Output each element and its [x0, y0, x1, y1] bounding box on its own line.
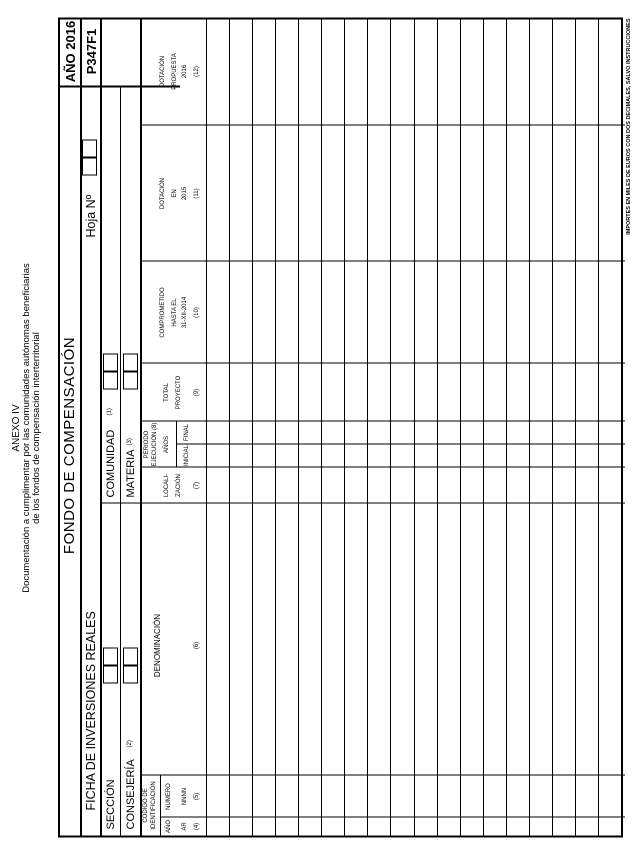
table-row[interactable] — [390, 20, 391, 836]
codigo-header-2: IDENTIFICACIÓN — [151, 781, 157, 830]
dotacion-en-ref: (11) — [194, 188, 200, 199]
dotacion-prop-header-3: 2016 — [182, 64, 188, 79]
annex-label: ANEXO IV — [11, 404, 22, 452]
consejeria-box-2[interactable] — [123, 648, 138, 666]
seccion-box-1[interactable] — [103, 666, 118, 684]
materia-box-2[interactable] — [123, 354, 138, 372]
table-row[interactable] — [298, 20, 299, 836]
dotacion-en-header-3: 2015 — [182, 186, 188, 201]
seccion-label: SECCIÓN — [105, 779, 117, 830]
form-code: P347F1 — [84, 28, 99, 75]
table-row[interactable] — [229, 20, 230, 836]
form-year: AÑO 2016 — [63, 20, 78, 83]
inicial-header: INICIAL — [184, 444, 190, 467]
table-row[interactable] — [598, 20, 599, 836]
ano-format: AR — [182, 822, 188, 831]
localizacion-header-1: LOCALI- — [164, 473, 170, 498]
anos-header: AÑOS — [164, 435, 170, 454]
final-header: FINAL — [184, 423, 190, 442]
total-header-1: TOTAL — [164, 383, 170, 402]
codigo-header-1: CODIGO DE — [143, 788, 149, 823]
form-sheet — [0, 1, 642, 856]
form-subtitle: FICHA DE INVERSIONES REALES — [84, 611, 98, 811]
sheet-number-box-1[interactable] — [82, 158, 97, 176]
numero-format: NNNN — [182, 787, 188, 806]
comunidad-box-1[interactable] — [103, 372, 118, 390]
ano-ref: (4) — [194, 822, 200, 831]
numero-header: NUMERO — [166, 783, 172, 810]
table-row[interactable] — [275, 20, 276, 836]
table-row[interactable] — [437, 20, 438, 836]
comprometido-ref: (10) — [194, 307, 200, 318]
header-line-1: Documentación a cumplimentar por las comunidades autónomas beneficiarias — [21, 263, 32, 593]
comunidad-box-2[interactable] — [103, 354, 118, 372]
comprometido-header-3: 31-XII-2014 — [182, 296, 188, 329]
ano-header: AÑO — [166, 819, 172, 834]
consejeria-box-1[interactable] — [123, 666, 138, 684]
table-row[interactable] — [483, 20, 484, 836]
table-row[interactable] — [506, 20, 507, 836]
denominacion-header: DENOMINACIÓN — [153, 613, 162, 678]
table-row[interactable] — [621, 20, 622, 836]
form-title: FONDO DE COMPENSACIÓN — [61, 336, 78, 555]
materia-label: MATERIA — [125, 449, 137, 498]
header-line-2: de los fondos de compensación interterritorial — [31, 332, 42, 524]
periodo-header-1: PERIODO — [144, 430, 150, 459]
table-row[interactable] — [529, 20, 530, 836]
table-row[interactable] — [367, 20, 368, 836]
table-row[interactable] — [460, 20, 461, 836]
total-header-2: PROYECTO — [176, 375, 182, 410]
table-row[interactable] — [321, 20, 322, 836]
sheet-number-label: Hoja Nº — [84, 194, 98, 238]
document-header — [12, 21, 42, 836]
localizacion-header-2: ZACIÓN — [176, 474, 182, 497]
table-row[interactable] — [414, 20, 415, 836]
dotacion-en-header-2: EN — [172, 189, 178, 198]
dotacion-prop-header-2: PROPUESTA — [172, 53, 178, 90]
table-row[interactable] — [252, 20, 253, 836]
denominacion-ref: (6) — [194, 641, 200, 650]
consejeria-ref: (2) — [127, 740, 133, 748]
comunidad-label: COMUNIDAD — [105, 429, 117, 498]
periodo-header-2: EJECUCIÓN (8) — [152, 422, 158, 467]
numero-ref: (5) — [194, 792, 200, 801]
materia-box-1[interactable] — [123, 372, 138, 390]
consejeria-label: CONSEJERÍA — [125, 759, 137, 830]
table-row[interactable] — [344, 20, 345, 836]
dotacion-prop-ref: (12) — [194, 66, 200, 77]
materia-ref: (3) — [127, 438, 133, 446]
localizacion-ref: (7) — [194, 481, 200, 490]
form-frame — [58, 18, 623, 838]
total-ref: (9) — [194, 388, 200, 397]
footer-note: IMPORTES EN MILES DE EUROS CON DOS DECIMALES, SALVO INSTRUCCIONES — [626, 18, 632, 235]
sheet-number-box-2[interactable] — [82, 140, 97, 158]
seccion-box-2[interactable] — [103, 648, 118, 666]
comprometido-header-1: COMPROMETIDO — [160, 287, 166, 338]
comunidad-ref: (1) — [107, 408, 113, 416]
dotacion-en-header-1: DOTACIÓN — [160, 177, 166, 210]
table-row[interactable] — [575, 20, 576, 836]
comprometido-header-2: HASTA EL — [172, 298, 178, 327]
dotacion-prop-header-1: DOTACIÓN — [160, 55, 166, 88]
table-row[interactable] — [552, 20, 553, 836]
